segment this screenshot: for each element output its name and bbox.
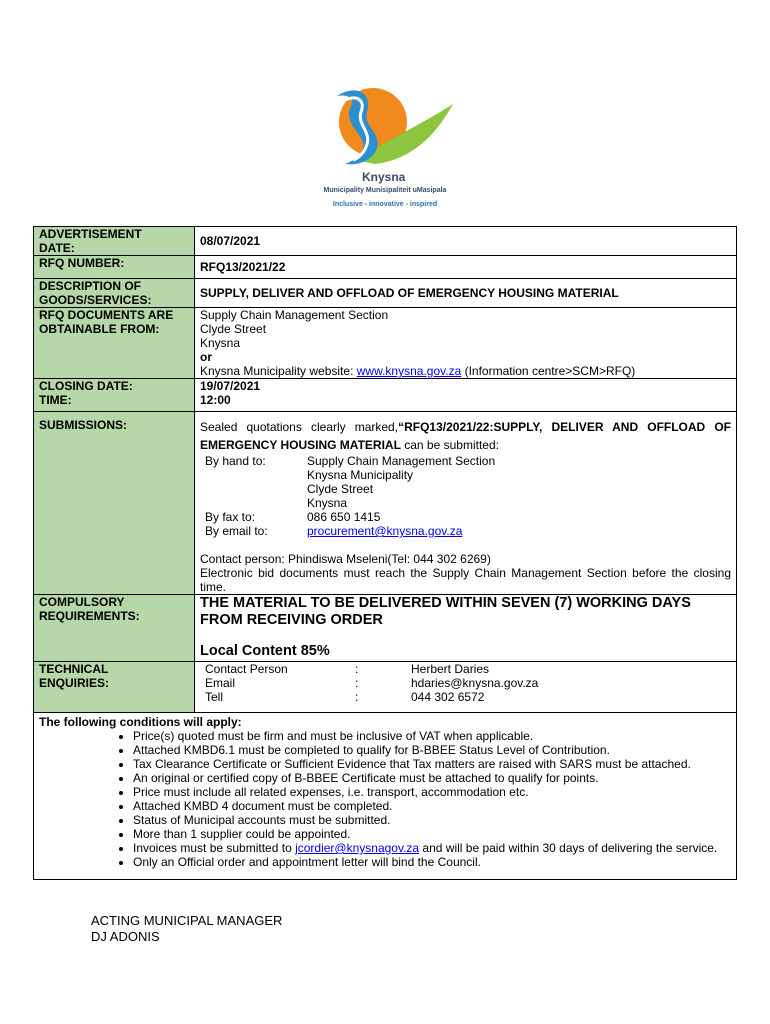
signoff-name: DJ ADONIS	[91, 929, 160, 944]
row-obtainable-from	[34, 308, 737, 379]
row-closing	[34, 379, 737, 412]
list-item: • More than 1 supplier could be appointed.	[133, 827, 731, 841]
advertisement-table	[33, 226, 737, 880]
local-content: Local Content 85%	[200, 643, 330, 659]
value-description: SUPPLY, DELIVER AND OFFLOAD OF EMERGENCY HOUSING MATERIAL	[195, 279, 737, 308]
logo-name: Knysna	[362, 170, 406, 184]
logo-emblem-icon	[315, 82, 455, 172]
logo-tagline: Inclusive - innovative - inspired	[332, 201, 438, 208]
list-item: • Tax Clearance Certificate or Sufficient Evidence that Tax matters are raised with SARS must be attached.	[133, 757, 731, 771]
row-rfq-number	[34, 256, 737, 279]
label-description: DESCRIPTION OF GOODS/SERVICES:	[34, 279, 195, 308]
invoice-email-link[interactable]: jcordier@knysnagov.za	[295, 841, 420, 855]
conditions-list	[39, 729, 731, 869]
knysna-logo	[300, 82, 470, 214]
list-item: • Price must include all related expenses, i.e. transport, accommodation etc.	[133, 785, 731, 799]
procurement-email-link[interactable]: procurement@knysna.gov.za	[307, 524, 463, 538]
value-advert-date: 08/07/2021	[195, 227, 737, 256]
signoff	[91, 913, 282, 945]
label-advert-date: ADVERTISEMENT DATE:	[34, 227, 195, 256]
label-compulsory: COMPULSORY REQUIREMENTS:	[34, 595, 195, 662]
value-submissions: Sealed quotations clearly marked,“RFQ13/2021/22:SUPPLY, DELIVER AND OFFLOAD OF EMERGENCY HOUSING MATERIAL can be submitted: By hand to: Supply Chain Management Section Knysna Municipality Clyde Street Knysna By fax to: 086 650 1415 By email to: procurement@knysna.gov.za Contact person: Phindiswa Mseleni(Tel: 044 302 6269) Electronic bid documents must reach the Supply Chain Management Section before the closing time.	[195, 412, 737, 595]
list-item: • Only an Official order and appointment letter will bind the Council.	[133, 855, 731, 869]
label-submissions: SUBMISSIONS:	[34, 412, 195, 595]
conditions-title: The following conditions will apply:	[39, 715, 242, 729]
list-item: • Invoices must be submitted to jcordier@knysnagov.za and will be paid within 30 days of delivering the service.	[133, 841, 731, 855]
label-technical: TECHNICAL ENQUIRIES:	[34, 662, 195, 713]
logo-subtitle: Municipality Munisipaliteit uMasipala	[323, 187, 447, 194]
value-closing: 19/07/2021 12:00	[195, 379, 737, 412]
value-technical: Contact Person : Herbert Daries Email : hdaries@knysna.gov.za Tell : 044 302 6572	[195, 662, 737, 713]
electronic-note: Electronic bid documents must reach the Supply Chain Management Section before the closing time.	[200, 566, 731, 594]
value-obtainable-from: Supply Chain Management Section Clyde Street Knysna or Knysna Municipality website: www.knysna.gov.za (Information centre>SCM>RFQ)	[195, 308, 737, 379]
label-closing: CLOSING DATE: TIME:	[34, 379, 195, 412]
label-rfq-number: RFQ NUMBER:	[34, 256, 195, 279]
list-item: • Price(s) quoted must be firm and must be inclusive of VAT when applicable.	[133, 729, 731, 743]
row-submissions	[34, 412, 737, 595]
list-item: • Attached KMBD 4 document must be completed.	[133, 799, 731, 813]
row-conditions	[34, 713, 737, 880]
conditions-cell	[34, 713, 737, 880]
row-compulsory	[34, 595, 737, 662]
label-obtainable-from: RFQ DOCUMENTS ARE OBTAINABLE FROM:	[34, 308, 195, 379]
row-description	[34, 279, 737, 308]
value-compulsory: THE MATERIAL TO BE DELIVERED WITHIN SEVEN (7) WORKING DAYS FROM RECEIVING ORDER Local Content 85%	[195, 595, 737, 662]
row-advert-date	[34, 227, 737, 256]
contact-person: Contact person: Phindiswa Mseleni(Tel: 044 302 6269)	[200, 552, 491, 566]
list-item: • An original or certified copy of B-BBEE Certificate must be attached to qualify for points.	[133, 771, 731, 785]
signoff-title: ACTING MUNICIPAL MANAGER	[91, 913, 283, 928]
list-item: • Attached KMBD6.1 must be completed to qualify for B-BBEE Status Level of Contribution.	[133, 743, 731, 757]
value-rfq-number: RFQ13/2021/22	[195, 256, 737, 279]
website-link[interactable]: www.knysna.gov.za	[356, 364, 462, 378]
list-item: • Status of Municipal accounts must be submitted.	[133, 813, 731, 827]
row-technical	[34, 662, 737, 713]
submission-methods: By hand to: Supply Chain Management Section Knysna Municipality Clyde Street Knysna By fax to: 086 650 1415 By email to: procurement@knysna.gov.za	[205, 454, 496, 538]
